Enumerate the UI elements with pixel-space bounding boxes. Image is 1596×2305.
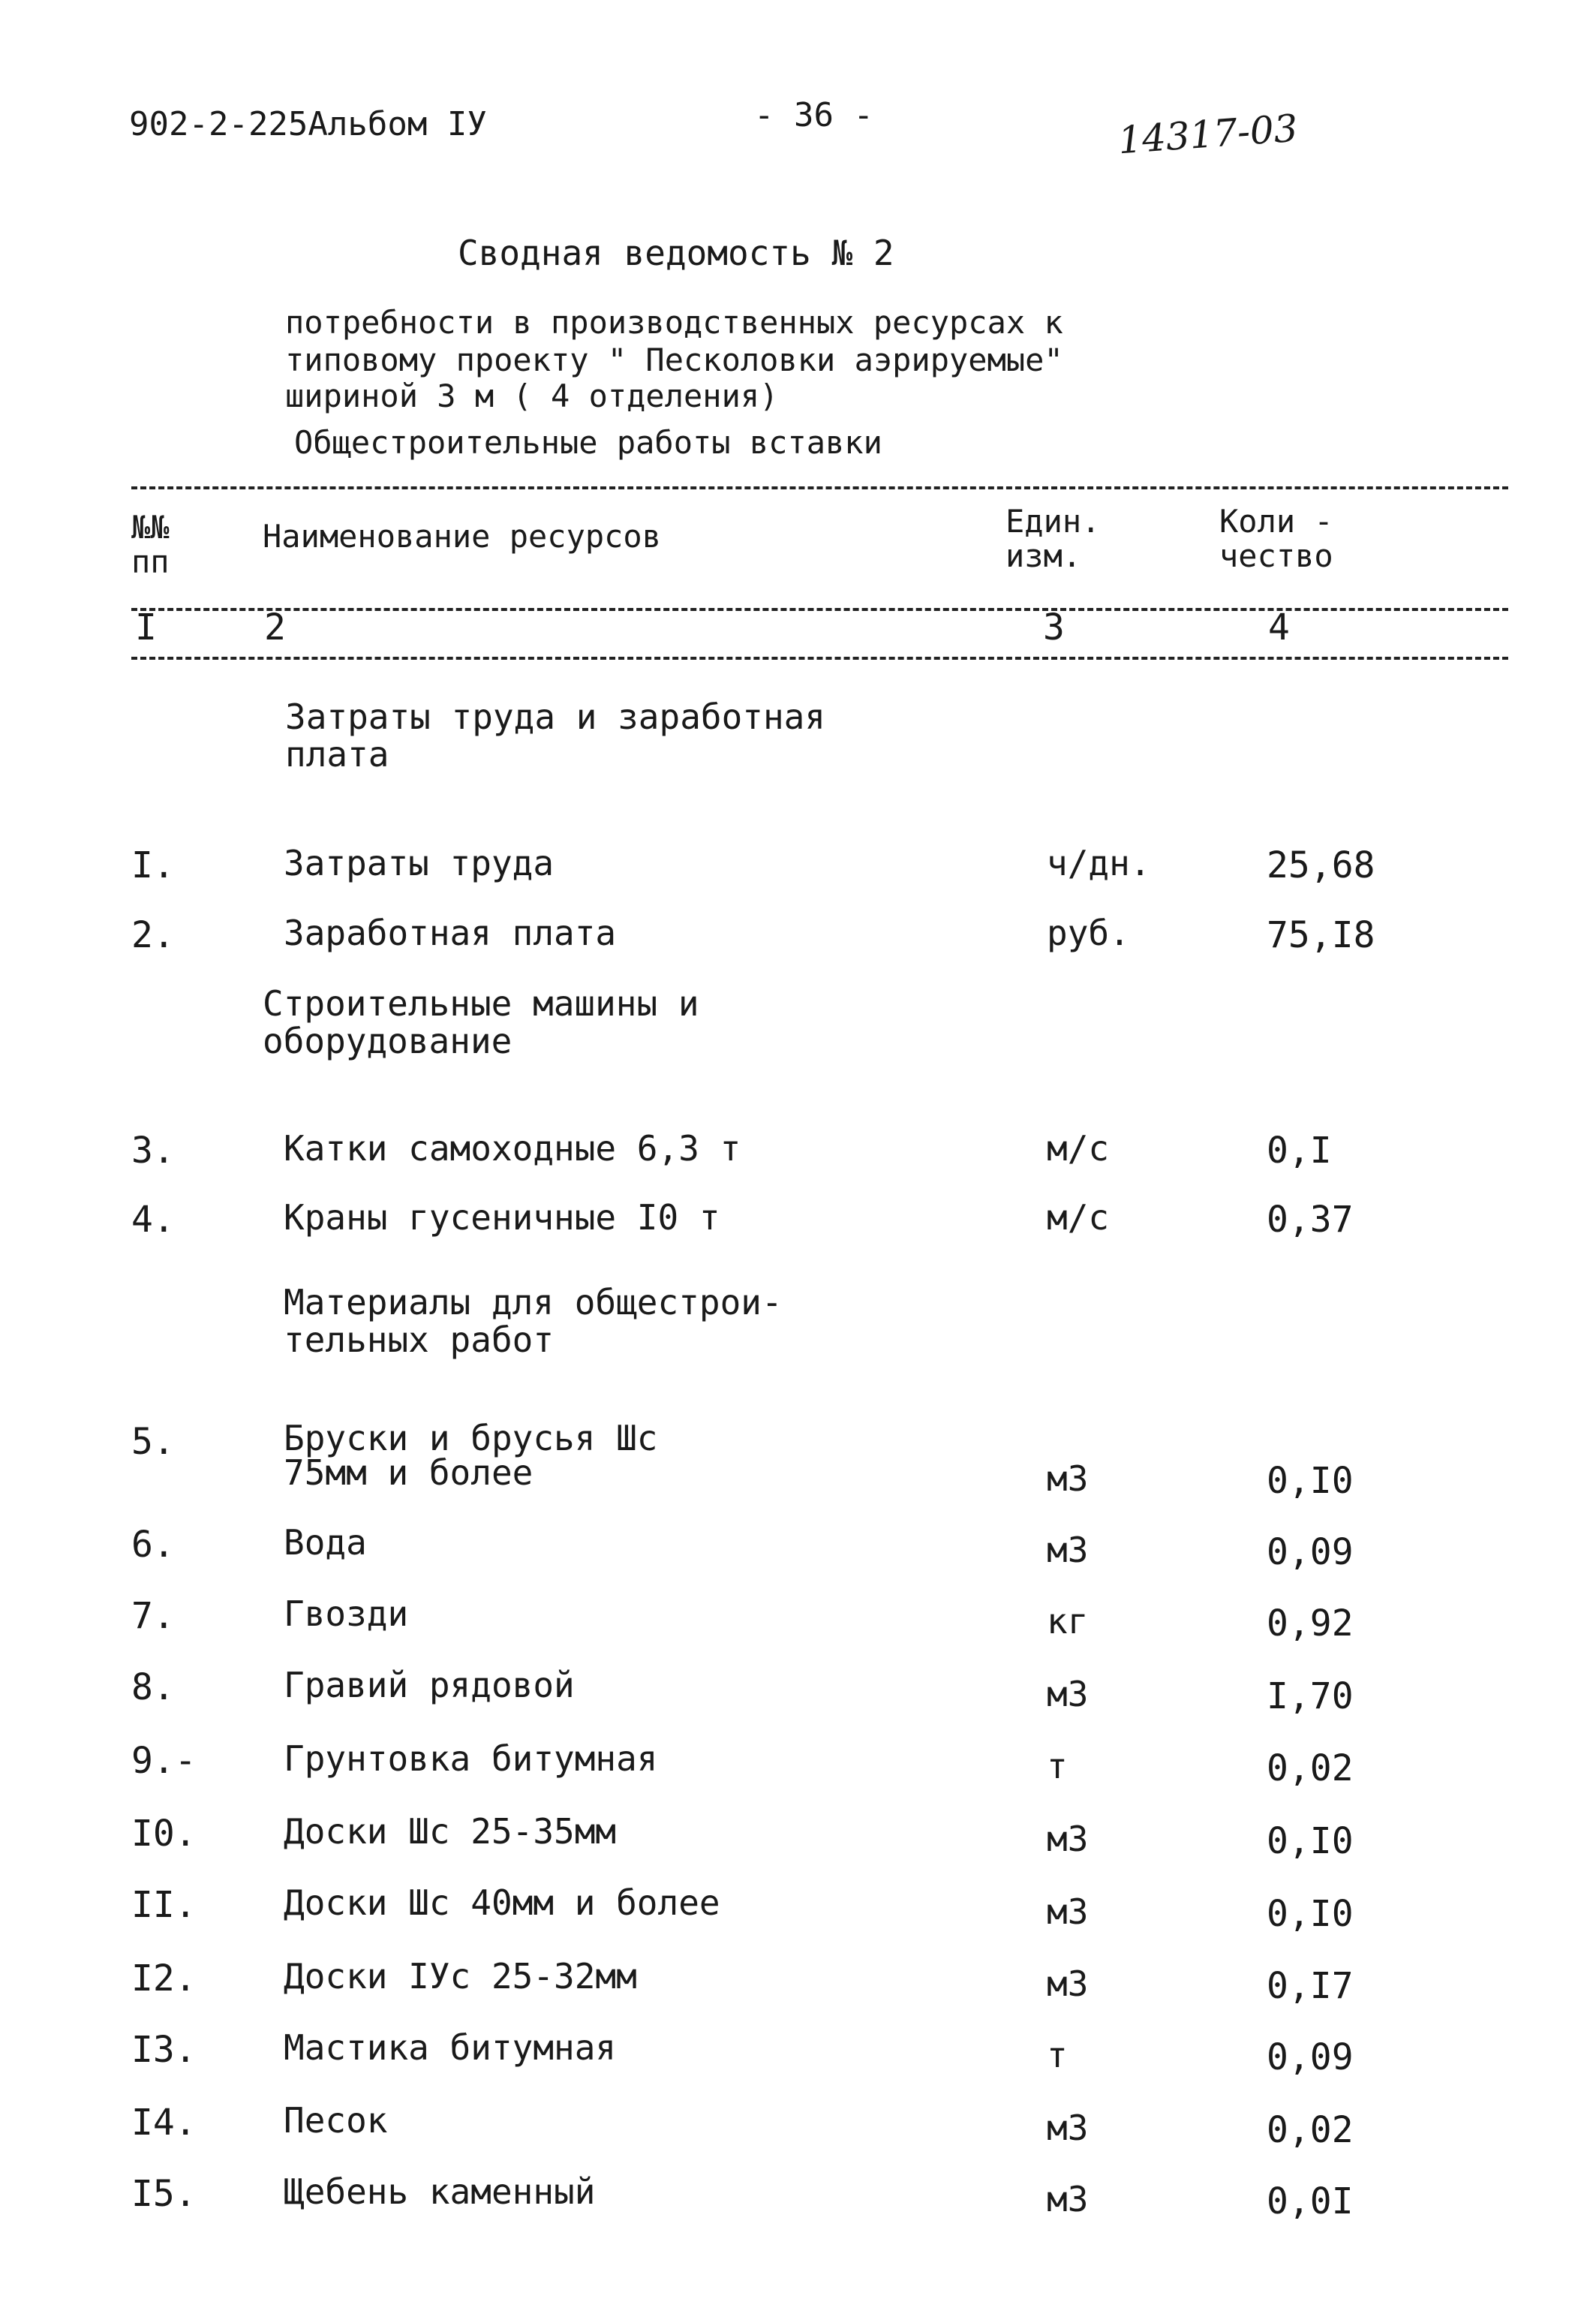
row-quantity: I,70: [1267, 1675, 1354, 1717]
row-number: 4.: [131, 1199, 175, 1241]
page-number: - 36 -: [754, 96, 873, 134]
row-number: I3.: [131, 2029, 197, 2071]
table-header-rule: [131, 608, 1508, 611]
row-number: II.: [131, 1884, 197, 1926]
row-unit: м/с: [1047, 1197, 1110, 1238]
col-header-unit: Един. изм.: [1005, 503, 1101, 574]
row-number: 6.: [131, 1524, 175, 1566]
row-unit: м3: [1047, 1891, 1089, 1932]
row-number: 7.: [131, 1595, 175, 1637]
row-quantity: 0,0I: [1267, 2180, 1354, 2222]
row-name: Гвозди: [284, 1593, 409, 1634]
document-title: Сводная ведомость № 2: [458, 233, 894, 273]
row-unit: м3: [1047, 1963, 1089, 2004]
subtitle-line-2: типовому проекту " Песколовки аэрируемые": [285, 342, 1063, 378]
row-number: I4.: [131, 2102, 197, 2144]
row-number: 3.: [131, 1130, 175, 1172]
row-name: Песок: [284, 2100, 388, 2141]
subtitle-line-1: потребности в производственных ресурсах к: [285, 304, 1063, 341]
row-number: 2.: [131, 914, 175, 956]
row-name: Краны гусеничные I0 т: [284, 1197, 720, 1238]
row-unit: м3: [1047, 2179, 1089, 2219]
row-number: I0.: [131, 1813, 197, 1855]
row-name: Мастика битумная: [284, 2027, 617, 2068]
row-name: Катки самоходные 6,3 т: [284, 1128, 741, 1169]
row-number: 5.: [131, 1421, 175, 1463]
row-quantity: 0,92: [1267, 1602, 1354, 1644]
handwritten-stamp: 14317-03: [1117, 106, 1300, 163]
row-quantity: 75,I8: [1267, 914, 1375, 956]
col-header-name: Наименование ресурсов: [263, 518, 662, 555]
row-quantity: 0,02: [1267, 2109, 1354, 2151]
row-number: 8.: [131, 1666, 175, 1708]
row-number: I2.: [131, 1957, 197, 2000]
row-name: Затраты труда: [284, 843, 555, 883]
row-name: Доски Шс 40мм и более: [284, 1882, 720, 1923]
row-quantity: 0,02: [1267, 1747, 1354, 1789]
row-unit: т: [1047, 2035, 1068, 2075]
row-unit: руб.: [1047, 913, 1130, 953]
table-index-rule: [131, 657, 1508, 660]
section-title-labor: Затраты труда и заработная плата: [285, 697, 826, 775]
row-quantity: 0,I0: [1267, 1820, 1354, 1862]
row-quantity: 0,37: [1267, 1199, 1354, 1241]
row-name: Бруски и брусья Шс 75мм и более: [284, 1418, 658, 1493]
row-unit: м3: [1047, 1458, 1089, 1499]
row-name: Заработная плата: [284, 913, 617, 953]
document-code: 902-2-225Альбом IУ: [129, 105, 487, 143]
row-unit: м3: [1047, 1674, 1089, 1714]
col-index-4: 4: [1268, 606, 1290, 648]
col-index-3: 3: [1043, 606, 1065, 648]
row-quantity: 0,I: [1267, 1130, 1332, 1172]
row-name: Щебень каменный: [284, 2171, 596, 2212]
row-number: I5.: [131, 2173, 197, 2215]
row-unit: кг: [1047, 1601, 1089, 1641]
row-unit: м3: [1047, 1819, 1089, 1859]
row-name: Доски Шс 25-35мм: [284, 1811, 617, 1852]
section-title-materials: Материалы для общестрои- тельных работ: [284, 1282, 783, 1360]
row-quantity: 0,09: [1267, 2036, 1354, 2078]
row-unit: м3: [1047, 2108, 1089, 2148]
row-unit: м3: [1047, 1530, 1089, 1570]
col-index-2: 2: [264, 606, 286, 648]
col-header-quantity: Коли - чество: [1219, 503, 1333, 574]
table-top-rule: [131, 486, 1508, 489]
row-unit: ч/дн.: [1047, 843, 1151, 883]
row-number: I.: [131, 844, 175, 886]
row-name: Доски IУс 25-32мм: [284, 1956, 637, 1997]
subtitle-works: Общестроительные работы вставки: [294, 424, 882, 461]
row-unit: м/с: [1047, 1128, 1110, 1169]
col-index-1: I: [135, 606, 157, 648]
row-name: Гравий рядовой: [284, 1665, 575, 1705]
row-name: Грунтовка битумная: [284, 1738, 658, 1779]
row-unit: т: [1047, 1746, 1068, 1786]
row-number: 9.-: [131, 1740, 197, 1782]
row-quantity: 0,I0: [1267, 1460, 1354, 1502]
row-quantity: 0,I0: [1267, 1893, 1354, 1935]
row-quantity: 0,I7: [1267, 1965, 1354, 2007]
row-quantity: 25,68: [1267, 844, 1375, 886]
subtitle-line-3: шириной 3 м ( 4 отделения): [285, 378, 779, 414]
col-header-number: №№ пп: [131, 509, 170, 580]
row-name: Вода: [284, 1522, 367, 1563]
section-title-machines: Строительные машины и оборудование: [263, 983, 699, 1061]
row-quantity: 0,09: [1267, 1531, 1354, 1573]
